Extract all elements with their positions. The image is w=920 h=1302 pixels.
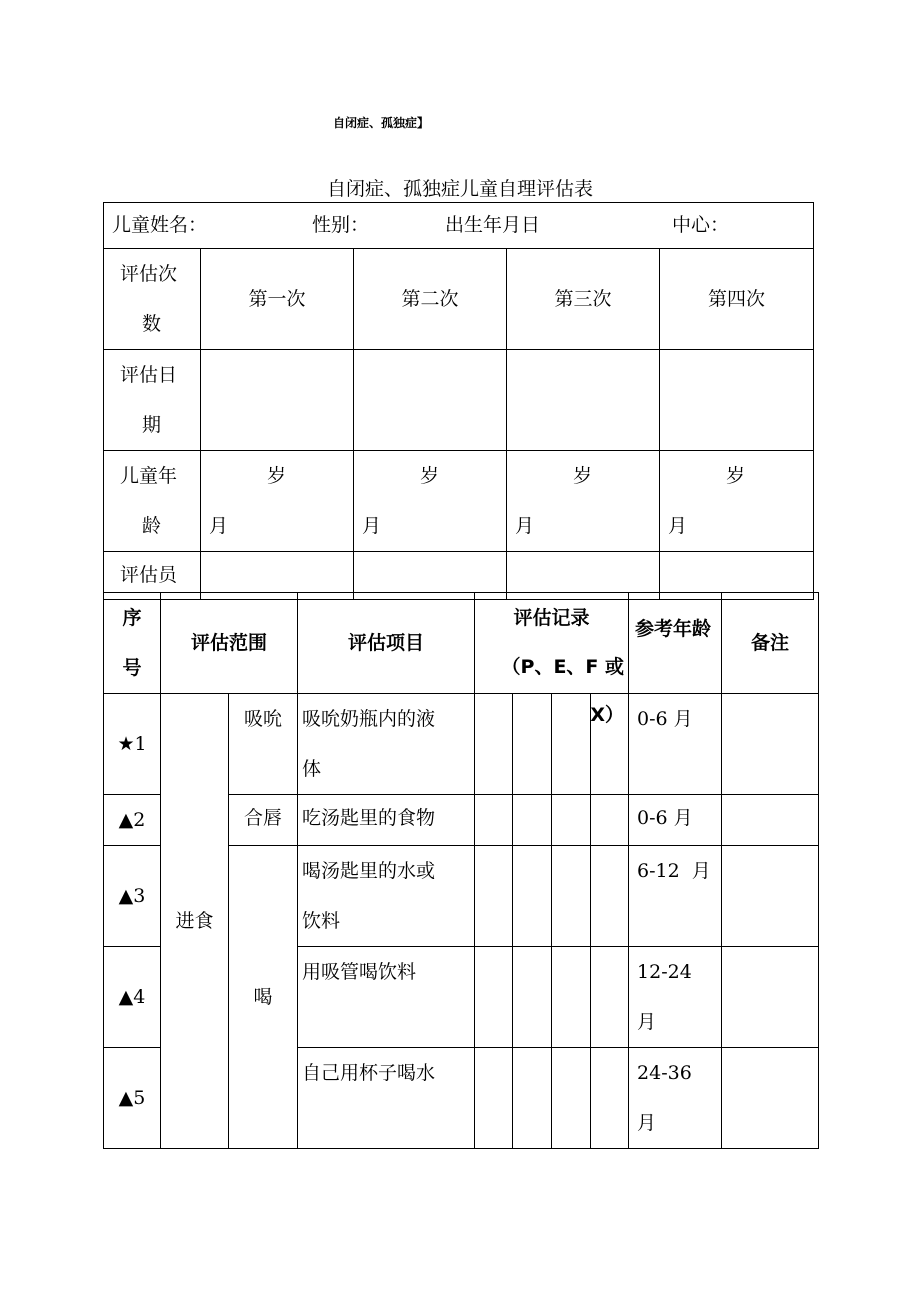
record-header: [475, 593, 629, 726]
date-cell-4[interactable]: [660, 350, 814, 451]
item-line2: 饮料: [302, 910, 341, 932]
child-name-label: 儿童姓名：: [112, 214, 208, 236]
subscope-drink: 喝: [229, 846, 298, 1149]
month-unit: 月: [668, 515, 688, 537]
self-care-items-table: [103, 592, 819, 1149]
record-cell[interactable]: [552, 795, 591, 846]
record-cell[interactable]: [591, 1048, 629, 1149]
age-cell-2[interactable]: [354, 451, 507, 552]
notes-cell[interactable]: [722, 795, 819, 846]
record-header-line2: （P、E、F 或 X）: [501, 656, 625, 726]
ref-age-line1: 0-6 月: [637, 708, 693, 730]
assessment-date-label: [104, 350, 201, 451]
record-cell[interactable]: [552, 846, 591, 947]
record-cell[interactable]: [475, 795, 513, 846]
age-cell-1[interactable]: [201, 451, 354, 552]
year-unit: 岁: [420, 465, 440, 487]
record-cell[interactable]: [475, 694, 513, 795]
record-cell[interactable]: [552, 694, 591, 795]
item-cell: 用吸管喝饮料: [298, 947, 475, 1048]
record-cell[interactable]: [513, 947, 552, 1048]
seq-header-line1: 序: [122, 607, 142, 629]
item-line1: 吸吮奶瓶内的液: [302, 708, 436, 730]
year-unit: 岁: [726, 465, 746, 487]
domain-eating: 进食: [161, 694, 229, 1149]
round-3: 第三次: [507, 249, 660, 350]
record-cell[interactable]: [475, 947, 513, 1048]
seq-cell: ★1: [104, 694, 161, 795]
round-4: 第四次: [660, 249, 814, 350]
seq-header: [104, 593, 161, 694]
date-cell-2[interactable]: [354, 350, 507, 451]
assessment-count-label-line1: 评估次: [120, 263, 178, 285]
gender-label: 性别：: [312, 214, 370, 236]
record-header-line1: 评估记录: [513, 607, 590, 629]
notes-cell[interactable]: [722, 694, 819, 795]
subscope-lips: 合唇: [229, 795, 298, 846]
header-note: 自闭症、孤独症】: [333, 116, 430, 130]
assessment-date-label-line2: 期: [142, 414, 162, 436]
month-unit: 月: [209, 515, 229, 537]
item-cell: 吃汤匙里的食物: [298, 795, 475, 846]
notes-cell[interactable]: [722, 846, 819, 947]
item-cell: [298, 846, 475, 947]
ref-age-line2: 月: [637, 1112, 657, 1134]
ref-age-cell: 0-6 月: [629, 795, 722, 846]
record-cell[interactable]: [513, 1048, 552, 1149]
month-unit: 月: [515, 515, 535, 537]
seq-cell: ▲2: [104, 795, 161, 846]
item-cell: 自己用杯子喝水: [298, 1048, 475, 1149]
birth-date-label: 出生年月日: [445, 214, 541, 236]
child-age-label-line1: 儿童年: [120, 465, 178, 487]
ref-age-cell: 6-12 月: [629, 846, 722, 947]
record-cell[interactable]: [591, 846, 629, 947]
month-unit: 月: [362, 515, 382, 537]
age-cell-3[interactable]: [507, 451, 660, 552]
assessment-count-label: [104, 249, 201, 350]
seq-cell: ▲3: [104, 846, 161, 947]
subscope-suck: 吸吮: [229, 694, 298, 795]
ref-age-cell: [629, 694, 722, 795]
item-cell: [298, 694, 475, 795]
round-1: 第一次: [201, 249, 354, 350]
record-cell[interactable]: [513, 846, 552, 947]
scope-header: 评估范围: [161, 593, 298, 694]
record-cell[interactable]: [591, 947, 629, 1048]
record-cell[interactable]: [552, 1048, 591, 1149]
record-cell[interactable]: [552, 947, 591, 1048]
ref-age-line2: 月: [637, 1011, 657, 1033]
ref-age-cell: [629, 947, 722, 1048]
date-cell-3[interactable]: [507, 350, 660, 451]
seq-cell: ▲4: [104, 947, 161, 1048]
ref-age-line1: 24-36: [637, 1062, 692, 1084]
seq-header-line2: 号: [122, 657, 142, 679]
assessment-info-table: [103, 202, 814, 600]
ref-age-line1: 12-24: [637, 961, 692, 983]
record-cell[interactable]: [475, 846, 513, 947]
page-title: 自闭症、孤独症儿童自理评估表: [326, 178, 593, 200]
notes-header: 备注: [722, 593, 819, 694]
record-cell[interactable]: [591, 795, 629, 846]
item-line1: 喝汤匙里的水或: [302, 860, 436, 882]
center-label: 中心：: [672, 214, 730, 236]
seq-cell: ▲5: [104, 1048, 161, 1149]
record-cell[interactable]: [475, 1048, 513, 1149]
item-header: 评估项目: [298, 593, 475, 694]
assessor-label: 评估员: [104, 552, 201, 600]
record-cell[interactable]: [513, 694, 552, 795]
child-info-row: [104, 203, 814, 249]
child-age-label-line2: 龄: [142, 515, 162, 537]
age-cell-4[interactable]: [660, 451, 814, 552]
record-cell[interactable]: [513, 795, 552, 846]
assessment-date-label-line1: 评估日: [120, 364, 178, 386]
date-cell-1[interactable]: [201, 350, 354, 451]
item-line2: 体: [302, 758, 322, 780]
ref-age-cell: [629, 1048, 722, 1149]
year-unit: 岁: [573, 465, 593, 487]
notes-cell[interactable]: [722, 947, 819, 1048]
child-age-label: [104, 451, 201, 552]
year-unit: 岁: [267, 465, 287, 487]
round-2: 第二次: [354, 249, 507, 350]
assessment-count-label-line2: 数: [142, 313, 162, 335]
notes-cell[interactable]: [722, 1048, 819, 1149]
ref-age-header: 参考年龄: [629, 593, 722, 694]
